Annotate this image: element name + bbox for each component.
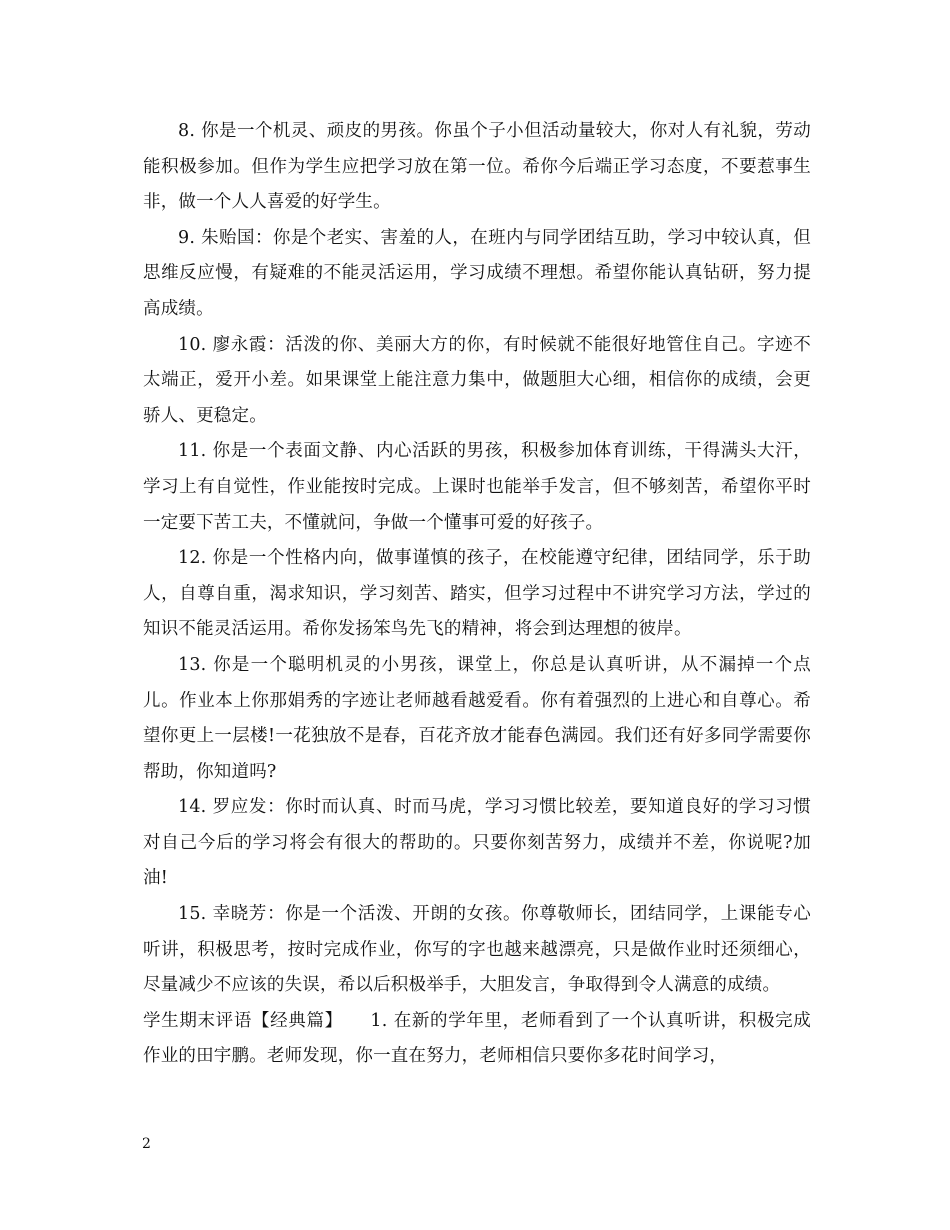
paragraph-comment-15: 15. 幸晓芳：你是一个活泼、开朗的女孩。你尊敬师长，团结同学，上课能专心听讲，积极思考，按时完成作业，你写的字也越来越漂亮，只是做作业时还须细心，尽量减少不应该的失误，希以后积极举手，大胆发言，争取得到令人满意的成绩。 (143, 904, 811, 996)
paragraph-comment-9: 9. 朱贻国：你是个老实、害羞的人，在班内与同学团结互助，学习中较认真，但思维反应慢，有疑难的不能灵活运用，学习成绩不理想。希望你能认真钻研，努力提高成绩。 (143, 227, 811, 319)
paragraph-comment-11: 11. 你是一个表面文静、内心活跃的男孩，积极参加体育训练，干得满头大汗，学习上有自觉性，作业能按时完成。上课时也能举手发言，但不够刻苦，希望你平时一定要下苦工夫，不懂就问，争做一个懂事可爱的好孩子。 (143, 441, 811, 533)
document-body (143, 114, 811, 1075)
section-heading-classic-comments: 学生期末评语【经典篇】 1. 在新的学年里，老师看到了一个认真听讲，积极完成作业的田宇鹏。老师发现，你一直在努力，老师相信只要你多花时间学习， (143, 1010, 811, 1067)
paragraph-comment-14: 14. 罗应发：你时而认真、时而马虎，学习习惯比较差，要知道良好的学习习惯对自己今后的学习将会有很大的帮助的。只要你刻苦努力，成绩并不差，你说呢?加油! (143, 797, 811, 889)
paragraph-comment-12: 12. 你是一个性格内向，做事谨慎的孩子，在校能遵守纪律，团结同学，乐于助人，自尊自重，渴求知识，学习刻苦、踏实，但学习过程中不讲究学习方法，学过的知识不能灵活运用。希你发扬笨鸟先飞的精神，将会到达理想的彼岸。 (143, 548, 811, 640)
paragraph-comment-13: 13. 你是一个聪明机灵的小男孩，课堂上，你总是认真听讲，从不漏掉一个点儿。作业本上你那娟秀的字迹让老师越看越爱看。你有着强烈的上进心和自尊心。希望你更上一层楼!一花独放不是春，百花齐放才能春色满园。我们还有好多同学需要你帮助，你知道吗? (143, 654, 811, 782)
paragraph-comment-10: 10. 廖永霞：活泼的你、美丽大方的你，有时候就不能很好地管住自己。字迹不太端正，爱开小差。如果课堂上能注意力集中，做题胆大心细，相信你的成绩，会更骄人、更稳定。 (143, 334, 811, 426)
paragraph-comment-8: 8. 你是一个机灵、顽皮的男孩。你虽个子小但活动量较大，你对人有礼貌，劳动能积极参加。但作为学生应把学习放在第一位。希你今后端正学习态度，不要惹事生非，做一个人人喜爱的好学生。 (143, 121, 811, 213)
page-number: 2 (142, 1136, 151, 1152)
